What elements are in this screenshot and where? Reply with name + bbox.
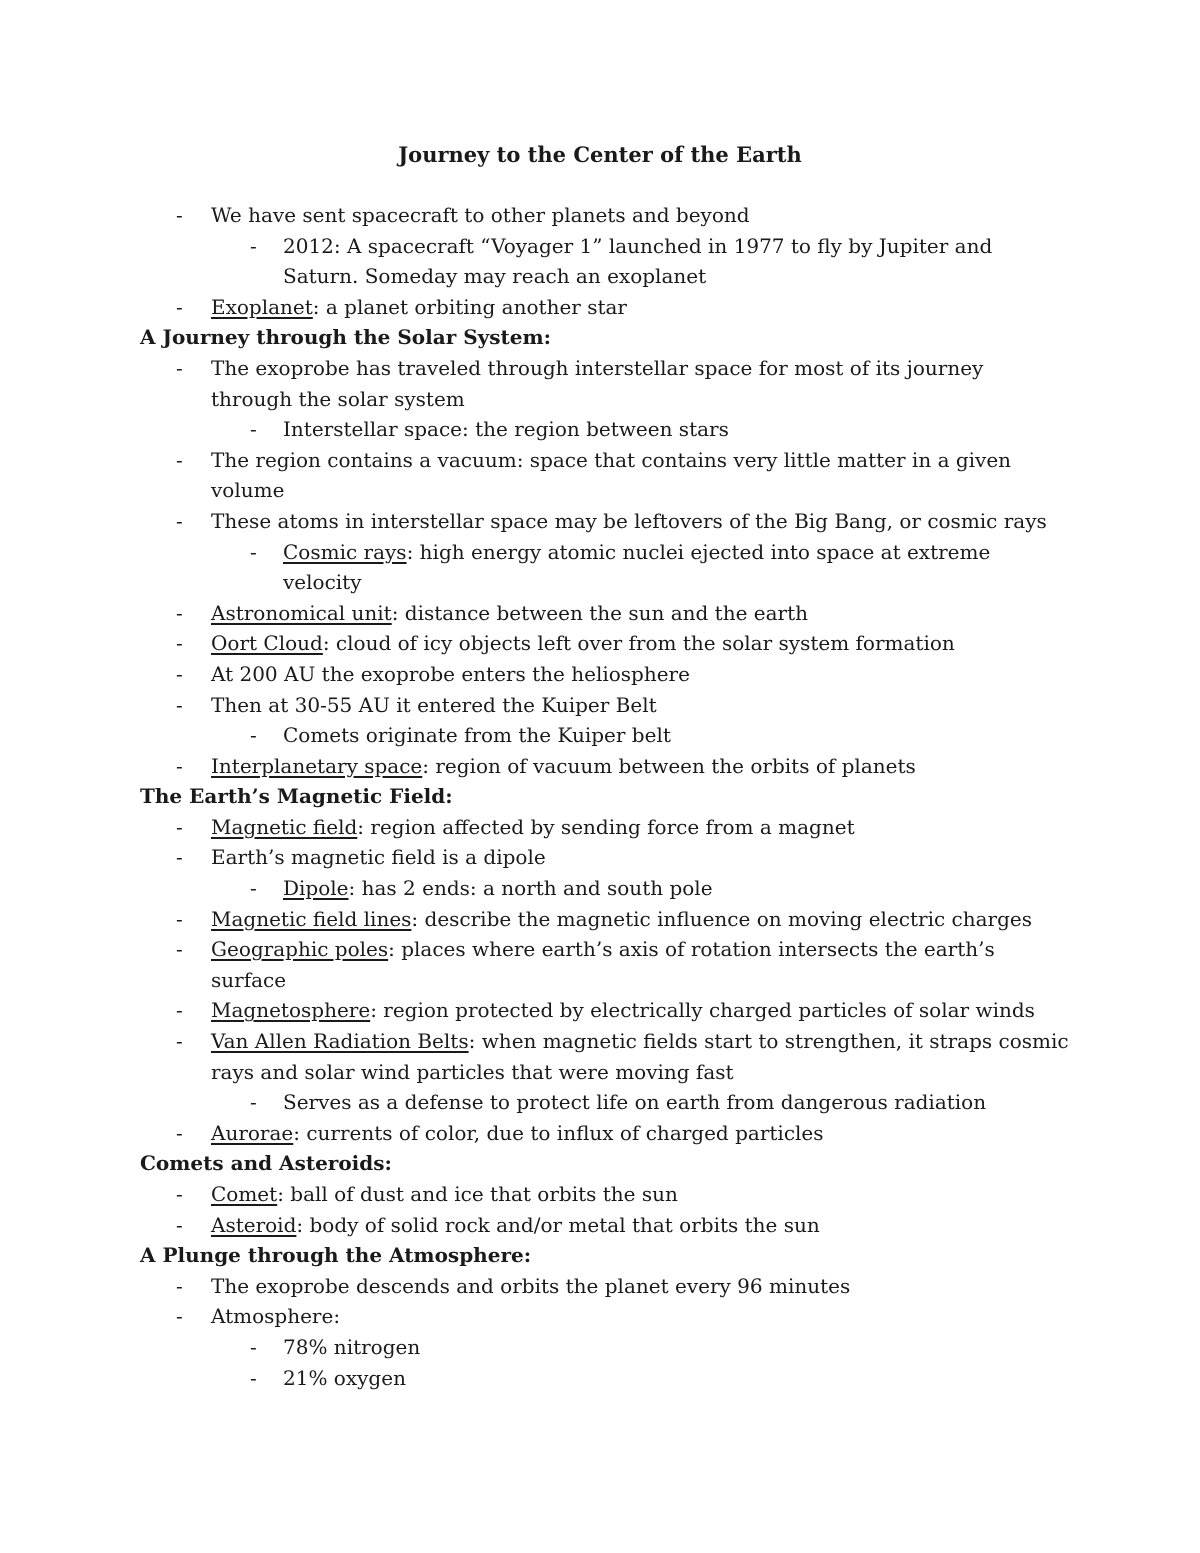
item-text: The exoprobe descends and orbits the planet every 96 minutes xyxy=(211,1273,851,1298)
defined-term: Van Allen Radiation Belts xyxy=(211,1029,469,1054)
bullet-dash: - xyxy=(176,661,183,686)
list-item xyxy=(140,200,1070,231)
item-text: : has 2 ends: a north and south pole xyxy=(348,876,713,901)
defined-term: Magnetosphere xyxy=(211,998,371,1023)
bullet-dash: - xyxy=(250,233,257,258)
item-text: Comets originate from the Kuiper belt xyxy=(283,723,671,748)
list-item xyxy=(140,628,1070,659)
list-item xyxy=(140,659,1070,690)
bullet-dash: - xyxy=(176,906,183,931)
bullet-dash: - xyxy=(176,1212,183,1237)
bullet-dash: - xyxy=(176,814,183,839)
item-text: Then at 30-55 AU it entered the Kuiper Belt xyxy=(211,692,657,717)
bullet-dash: - xyxy=(176,692,183,717)
list-item xyxy=(140,934,1070,995)
item-text: : places where earth’s axis of rotation intersects the earth’s surface xyxy=(211,937,995,992)
sub-list-item xyxy=(140,720,1070,751)
section-heading: A Journey through the Solar System: xyxy=(140,325,552,350)
defined-term: Oort Cloud xyxy=(211,631,323,656)
item-text: 2012: A spacecraft “Voyager 1” launched in 1977 to fly by Jupiter and Saturn. Someday may reach an exoplanet xyxy=(283,233,993,289)
item-text: : body of solid rock and/or metal that orbits the sun xyxy=(296,1212,820,1237)
defined-term: Astronomical unit xyxy=(211,600,392,625)
list-item xyxy=(140,292,1070,323)
list-item xyxy=(140,842,1070,873)
section-heading: A Plunge through the Atmosphere: xyxy=(140,1243,532,1268)
item-text: 21% oxygen xyxy=(283,1365,406,1390)
sub-list-item xyxy=(140,414,1070,445)
bullet-dash: - xyxy=(250,1090,257,1115)
list-item xyxy=(140,690,1070,721)
item-text: The region contains a vacuum: space that contains very little matter in a given volume xyxy=(211,447,1012,503)
list-item xyxy=(140,445,1070,506)
section-heading: Comets and Asteroids: xyxy=(140,1151,392,1176)
bullet-dash: - xyxy=(176,355,183,380)
bullet-dash: - xyxy=(176,937,183,962)
sub-list-item xyxy=(140,1087,1070,1118)
bullet-dash: - xyxy=(176,1304,183,1329)
defined-term: Interplanetary space xyxy=(211,753,423,778)
item-text: Earth’s magnetic field is a dipole xyxy=(211,845,546,870)
bullet-dash: - xyxy=(176,998,183,1023)
bullet-dash: - xyxy=(250,876,257,901)
bullet-dash: - xyxy=(176,508,183,533)
bullet-dash: - xyxy=(250,1365,257,1390)
item-text: : a planet orbiting another star xyxy=(312,294,627,319)
item-text: : when magnetic fields start to strengthen, it straps cosmic rays and solar wind particles that were moving fast xyxy=(211,1029,1069,1084)
bullet-dash: - xyxy=(176,600,183,625)
list-item xyxy=(140,1210,1070,1241)
sub-list-item xyxy=(140,1332,1070,1363)
list-item xyxy=(140,1118,1070,1149)
list-item xyxy=(140,598,1070,629)
bullet-dash: - xyxy=(176,631,183,656)
list-item xyxy=(140,1179,1070,1210)
sub-list-item xyxy=(140,537,1070,598)
list-item xyxy=(140,904,1070,935)
item-text: Serves as a defense to protect life on earth from dangerous radiation xyxy=(283,1090,987,1115)
bullet-dash: - xyxy=(176,1029,183,1054)
sub-list-item xyxy=(140,231,1070,292)
sub-list-item xyxy=(140,873,1070,904)
document-body xyxy=(140,200,1070,1393)
bullet-dash: - xyxy=(250,539,257,564)
item-text: : distance between the sun and the earth xyxy=(391,600,809,625)
list-item xyxy=(140,353,1070,414)
item-text: Interstellar space: the region between stars xyxy=(283,417,729,442)
item-text: These atoms in interstellar space may be leftovers of the Big Bang, or cosmic rays xyxy=(211,508,1047,533)
list-item xyxy=(140,1026,1070,1087)
item-text: : region affected by sending force from a magnet xyxy=(357,814,855,839)
bullet-dash: - xyxy=(176,294,183,319)
list-item xyxy=(140,1271,1070,1302)
defined-term: Dipole xyxy=(283,876,349,901)
defined-term: Magnetic field xyxy=(211,814,358,839)
item-text: : high energy atomic nuclei ejected into space at extreme velocity xyxy=(283,539,991,595)
bullet-dash: - xyxy=(176,1120,183,1145)
item-text: The exoprobe has traveled through interstellar space for most of its journey through the solar system xyxy=(211,355,984,411)
sub-list-item xyxy=(140,1363,1070,1394)
bullet-dash: - xyxy=(176,1273,183,1298)
bullet-dash: - xyxy=(250,417,257,442)
defined-term: Exoplanet xyxy=(211,294,313,319)
bullet-dash: - xyxy=(176,845,183,870)
defined-term: Asteroid xyxy=(211,1212,297,1237)
item-text: : describe the magnetic influence on moving electric charges xyxy=(411,906,1033,931)
defined-term: Geographic poles xyxy=(211,937,389,962)
item-text: : cloud of icy objects left over from the solar system formation xyxy=(322,631,955,656)
bullet-dash: - xyxy=(176,753,183,778)
defined-term: Aurorae xyxy=(211,1120,294,1145)
defined-term: Magnetic field lines xyxy=(211,906,412,931)
document-title: Journey to the Center of the Earth xyxy=(398,142,802,167)
item-text: We have sent spacecraft to other planets and beyond xyxy=(211,203,750,227)
defined-term: Comet xyxy=(211,1182,278,1206)
item-text: At 200 AU the exoprobe enters the heliosphere xyxy=(211,661,690,686)
bullet-dash: - xyxy=(176,203,183,227)
list-item xyxy=(140,506,1070,537)
item-text: Atmosphere: xyxy=(211,1304,341,1329)
bullet-dash: - xyxy=(176,1182,183,1206)
item-text: : region of vacuum between the orbits of planets xyxy=(422,753,916,778)
bullet-dash: - xyxy=(250,723,257,748)
item-text: : ball of dust and ice that orbits the sun xyxy=(277,1182,678,1206)
bullet-dash: - xyxy=(176,447,183,472)
list-item xyxy=(140,995,1070,1026)
item-text: : region protected by electrically charged particles of solar winds xyxy=(370,998,1035,1023)
list-item xyxy=(140,1301,1070,1332)
section-heading: The Earth’s Magnetic Field: xyxy=(140,784,453,809)
defined-term: Cosmic rays xyxy=(283,539,407,564)
bullet-dash: - xyxy=(250,1334,257,1359)
list-item xyxy=(140,751,1070,782)
list-item xyxy=(140,812,1070,843)
item-text: : currents of color, due to influx of charged particles xyxy=(293,1120,824,1145)
item-text: 78% nitrogen xyxy=(283,1334,421,1359)
